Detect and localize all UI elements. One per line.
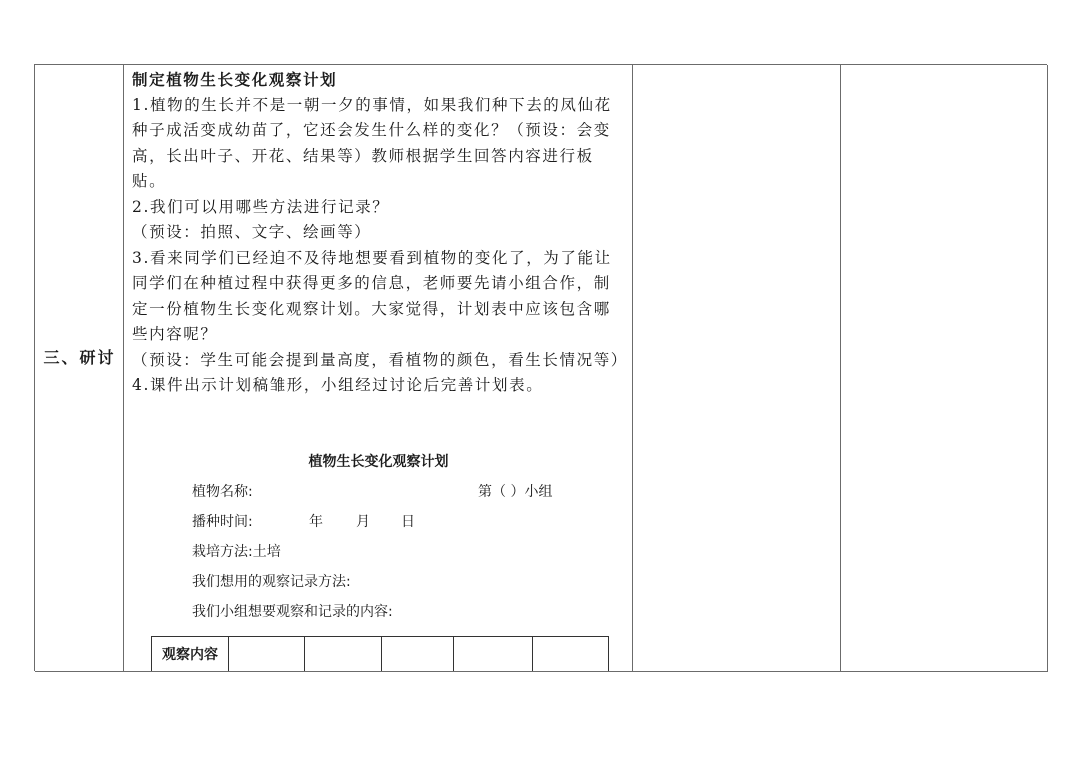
lesson-content xyxy=(132,67,626,399)
record-method-label: 我们想用的观察记录方法: xyxy=(192,574,351,590)
paragraph-2: 2.我们可以用哪些方法进行记录？ xyxy=(132,197,390,216)
stage-column xyxy=(35,65,124,671)
plan-title: 植物生长变化观察计划 xyxy=(308,454,449,470)
paragraph-6: 4.课件出示计划稿雏形，小组经过讨论后完善计划表。 xyxy=(132,376,544,394)
observation-content-label: 我们小组想要观察和记录的内容: xyxy=(192,604,393,620)
paragraph-1: 1.植物的生长并不是一朝一夕的事情，如果我们种下去的凤仙花种子成活变成幼苗了，它还会发生什么样的变化？（预设：会变高，长出叶子、开花、结果等）教师根据学生回答内容进行板贴。 xyxy=(132,95,612,190)
table-cell xyxy=(533,637,609,672)
lesson-table xyxy=(34,64,1047,671)
paragraph-4: 3.看来同学们已经迫不及待地想要看到植物的变化了，为了能让同学们在种植过程中获得更多的信息，老师要先请小组合作，制定一份植物生长变化观察计划。大家觉得，计划表中应该包含哪些内容呢？ xyxy=(132,248,612,343)
lesson-content-column xyxy=(124,65,633,671)
empty-column-1 xyxy=(633,65,841,671)
month-label: 月 xyxy=(356,514,370,530)
day-label: 日 xyxy=(401,514,415,530)
table-bottom-border xyxy=(35,671,1048,672)
group-label: 第（ ）小组 xyxy=(478,484,553,500)
cultivation-method-label: 栽培方法:土培 xyxy=(192,544,281,560)
table-row xyxy=(152,637,609,672)
table-cell xyxy=(454,637,533,672)
plant-name-label: 植物名称: xyxy=(192,484,253,500)
paragraph-5: （预设：学生可能会提到量高度，看植物的颜色，看生长情况等） xyxy=(132,350,628,369)
empty-column-2 xyxy=(841,65,1048,671)
table-cell xyxy=(229,637,305,672)
sowing-time-label: 播种时间: xyxy=(192,514,253,530)
stage-label: 三、研讨 xyxy=(43,348,116,367)
table-cell xyxy=(382,637,454,672)
year-label: 年 xyxy=(309,514,323,530)
paragraph-3: （预设：拍照、文字、绘画等） xyxy=(132,223,372,241)
observation-content-header: 观察内容 xyxy=(152,637,229,672)
table-cell xyxy=(305,637,382,672)
observation-table xyxy=(151,636,609,672)
section-heading: 制定植物生长变化观察计划 xyxy=(132,70,338,89)
